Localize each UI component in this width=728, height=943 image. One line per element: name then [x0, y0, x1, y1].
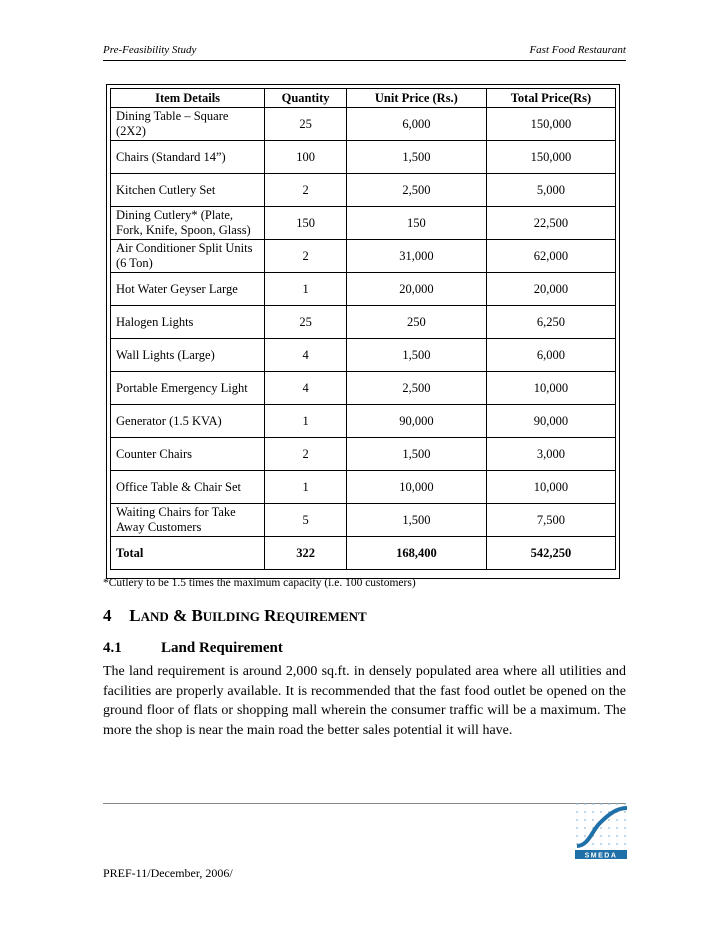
- table-row: [111, 504, 616, 537]
- total-price-cell: 62,000: [486, 240, 615, 273]
- quantity-cell: 1: [265, 405, 347, 438]
- table-row: [111, 438, 616, 471]
- table-row: [111, 240, 616, 273]
- column-header: Item Details: [111, 89, 265, 108]
- unit-price-cell: 1,500: [346, 438, 486, 471]
- table-row: [111, 141, 616, 174]
- header-left: Pre-Feasibility Study: [103, 44, 197, 56]
- quantity-cell: 100: [265, 141, 347, 174]
- total-price-cell: 6,000: [486, 339, 615, 372]
- footer-divider: [103, 803, 626, 804]
- table-row: [111, 306, 616, 339]
- table-header-row: [111, 89, 616, 108]
- table-row: [111, 471, 616, 504]
- table-total-row: [111, 537, 616, 570]
- quantity-cell: 25: [265, 108, 347, 141]
- quantity-cell: 1: [265, 273, 347, 306]
- column-header: Unit Price (Rs.): [346, 89, 486, 108]
- total-price-cell: 542,250: [486, 537, 615, 570]
- item-cell: Dining Cutlery* (Plate, Fork, Knife, Spoon, Glass): [111, 207, 265, 240]
- total-price-cell: 10,000: [486, 372, 615, 405]
- unit-price-cell: 20,000: [346, 273, 486, 306]
- unit-price-cell: 2,500: [346, 174, 486, 207]
- item-cell: Generator (1.5 KVA): [111, 405, 265, 438]
- quantity-cell: 4: [265, 372, 347, 405]
- total-price-cell: 150,000: [486, 141, 615, 174]
- unit-price-cell: 1,500: [346, 339, 486, 372]
- smeda-logo: [573, 800, 629, 860]
- total-price-cell: 7,500: [486, 504, 615, 537]
- column-header: Total Price(Rs): [486, 89, 615, 108]
- item-cell: Kitchen Cutlery Set: [111, 174, 265, 207]
- unit-price-cell: 1,500: [346, 141, 486, 174]
- item-cell: Halogen Lights: [111, 306, 265, 339]
- item-cell: Air Conditioner Split Units (6 Ton): [111, 240, 265, 273]
- item-cell: Office Table & Chair Set: [111, 471, 265, 504]
- quantity-cell: 5: [265, 504, 347, 537]
- table-footnote: *Cutlery to be 1.5 times the maximum capacity (i.e. 100 customers): [103, 577, 416, 589]
- unit-price-cell: 1,500: [346, 504, 486, 537]
- total-price-cell: 10,000: [486, 471, 615, 504]
- table-row: [111, 339, 616, 372]
- subsection-heading: [103, 640, 283, 657]
- quantity-cell: 2: [265, 438, 347, 471]
- body-paragraph: The land requirement is around 2,000 sq.ft. in densely populated area where all utilities and facilities are properly available. It is recommended that the fast food outlet be opened on the ground floor of flats or shopping mall wherein the consumer traffic will be a maximum. The more the shop is near the main road the better sales potential it will have.: [103, 664, 626, 738]
- unit-price-cell: 31,000: [346, 240, 486, 273]
- unit-price-cell: 10,000: [346, 471, 486, 504]
- quantity-cell: 2: [265, 174, 347, 207]
- logo-text: SMEDA: [584, 852, 618, 860]
- section-title: LAND & BUILDING REQUIREMENT: [129, 606, 367, 625]
- total-price-cell: 150,000: [486, 108, 615, 141]
- unit-price-cell: 250: [346, 306, 486, 339]
- total-price-cell: 20,000: [486, 273, 615, 306]
- table-row: [111, 372, 616, 405]
- item-cell: Wall Lights (Large): [111, 339, 265, 372]
- table-row: [111, 108, 616, 141]
- page-header: [103, 42, 626, 61]
- subsection-title: Land Requirement: [161, 640, 283, 656]
- equipment-table: [110, 88, 616, 570]
- item-cell: Chairs (Standard 14”): [111, 141, 265, 174]
- total-price-cell: 6,250: [486, 306, 615, 339]
- item-cell: Hot Water Geyser Large: [111, 273, 265, 306]
- item-cell: Portable Emergency Light: [111, 372, 265, 405]
- subsection-number: 4.1: [103, 640, 122, 656]
- total-unit-price-cell: 168,400: [346, 537, 486, 570]
- unit-price-cell: 150: [346, 207, 486, 240]
- item-cell: Waiting Chairs for Take Away Customers: [111, 504, 265, 537]
- table-row: [111, 174, 616, 207]
- section-heading: [103, 606, 367, 626]
- table-row: [111, 273, 616, 306]
- quantity-cell: 25: [265, 306, 347, 339]
- table-row: [111, 405, 616, 438]
- total-price-cell: 90,000: [486, 405, 615, 438]
- equipment-table-frame: [106, 84, 620, 579]
- page-footer: PREF-11/December, 2006/: [103, 866, 233, 880]
- total-label-cell: Total: [111, 537, 265, 570]
- quantity-cell: 150: [265, 207, 347, 240]
- header-right: Fast Food Restaurant: [529, 44, 626, 56]
- section-number: 4: [103, 606, 112, 625]
- quantity-cell: 4: [265, 339, 347, 372]
- quantity-cell: 1: [265, 471, 347, 504]
- unit-price-cell: 6,000: [346, 108, 486, 141]
- column-header: Quantity: [265, 89, 347, 108]
- table-row: [111, 207, 616, 240]
- total-quantity-cell: 322: [265, 537, 347, 570]
- total-price-cell: 22,500: [486, 207, 615, 240]
- unit-price-cell: 2,500: [346, 372, 486, 405]
- item-cell: Dining Table – Square (2X2): [111, 108, 265, 141]
- item-cell: Counter Chairs: [111, 438, 265, 471]
- quantity-cell: 2: [265, 240, 347, 273]
- total-price-cell: 5,000: [486, 174, 615, 207]
- total-price-cell: 3,000: [486, 438, 615, 471]
- unit-price-cell: 90,000: [346, 405, 486, 438]
